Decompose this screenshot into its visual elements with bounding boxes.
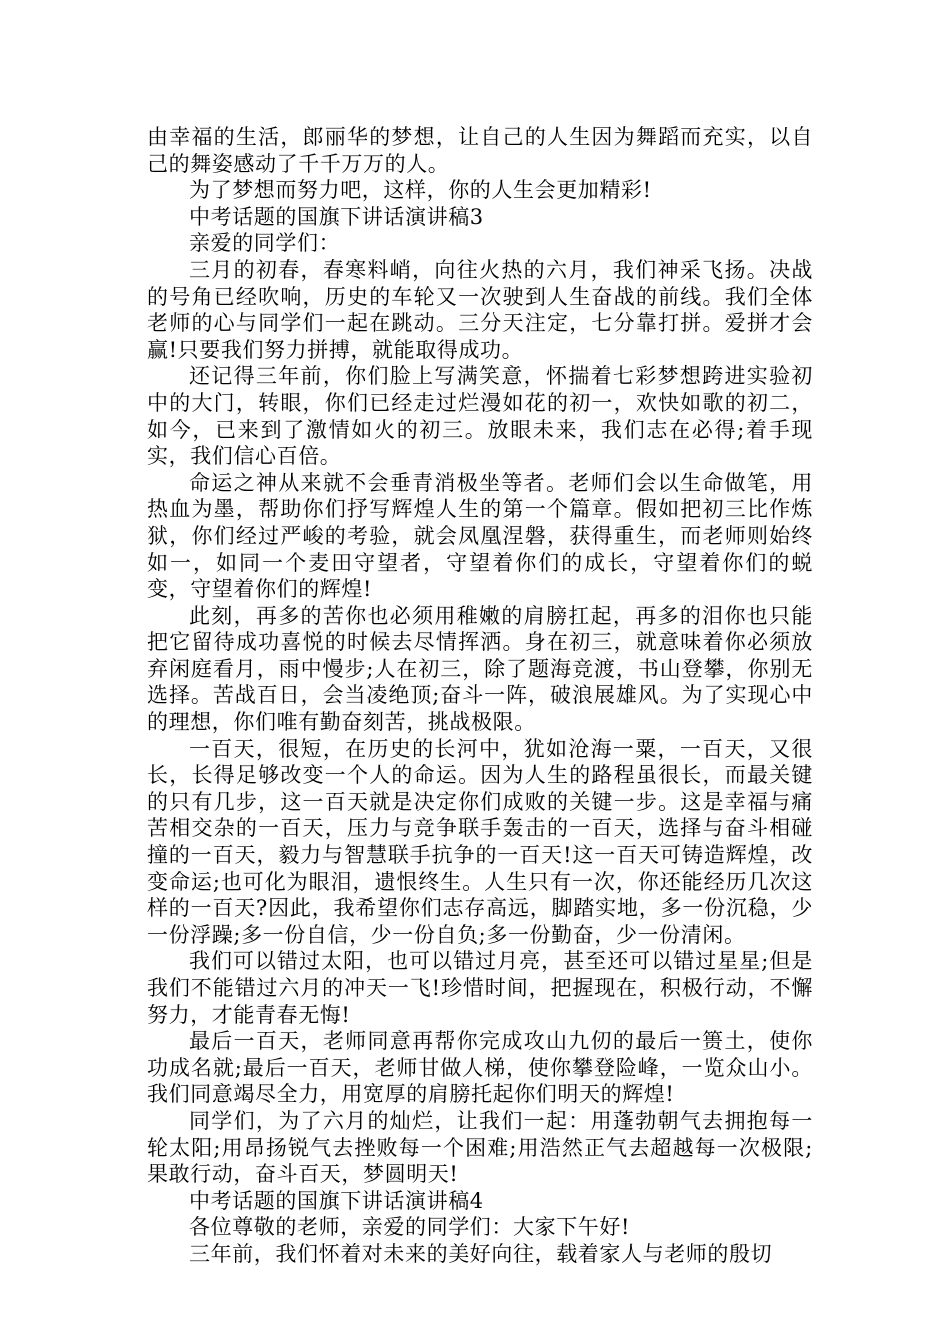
paragraph: 命运之神从来就不会垂青消极坐等者。老师们会以生命做笔，用热血为墨，帮助你们抒写辉煌人生的第一个篇章。假如把初三比作炼狱，你们经过严峻的考验，就会凤凰涅磐，获得重生，而老师则始终如一，如同一个麦田守望者，守望着你们的成长，守望着你们的蜕变，守望着你们的辉煌! — [147, 470, 813, 602]
section-heading: 中考话题的国旗下讲话演讲稿4 — [189, 1188, 484, 1213]
paragraph: 为了梦想而努力吧，这样，你的人生会更加精彩! — [189, 178, 652, 203]
paragraph: 最后一百天，老师同意再帮你完成攻山九仞的最后一篑土，使你功成名就;最后一百天，老师甘做人梯，使你攀登险峰，一览众山小。我们同意竭尽全力，用宽厚的肩膀托起你们明天的辉煌! — [147, 1029, 813, 1107]
paragraph: 此刻，再多的苦你也必须用稚嫩的肩膀扛起，再多的泪你也只能把它留待成功喜悦的时候去尽情挥洒。身在初三，就意味着你必须放弃闲庭看月，雨中慢步;人在初三，除了题海竞渡，书山登攀，你别无选择。苦战百日，会当凌绝顶;奋斗一阵，破浪展雄风。为了实现心中的理想，你们唯有勤奋刻苦，挑战极限。 — [147, 603, 813, 735]
paragraph: 三年前，我们怀着对未来的美好向往，载着家人与老师的殷切 — [189, 1241, 773, 1266]
paragraph: 同学们，为了六月的灿烂，让我们一起：用蓬勃朝气去拥抱每一轮太阳;用昂扬锐气去挫败每一个困难;用浩然正气去超越每一次极限;果敢行动，奋斗百天，梦圆明天! — [147, 1108, 813, 1187]
section-heading: 中考话题的国旗下讲话演讲稿3 — [189, 204, 484, 229]
paragraph: 还记得三年前，你们脸上写满笑意，怀揣着七彩梦想跨进实验初中的大门，转眼，你们已经走过烂漫如花的初一，欢快如歌的初二，如今，已来到了激情如火的初三。放眼未来，我们志在必得;着手现实，我们信心百倍。 — [147, 364, 813, 469]
salutation: 各位尊敬的老师，亲爱的同学们：大家下午好! — [189, 1215, 631, 1240]
paragraph-continuation: 由幸福的生活，郎丽华的梦想，让自己的人生因为舞蹈而充实，以自己的舞姿感动了千千万万的人。 — [147, 125, 813, 176]
paragraph: 我们可以错过太阳，也可以错过月亮，甚至还可以错过星星;但是我们不能错过六月的冲天一飞!珍惜时间，把握现在，积极行动，不懈努力，才能青春无悔! — [147, 949, 813, 1027]
paragraph: 一百天，很短，在历史的长河中，犹如沧海一粟，一百天，又很长，长得足够改变一个人的命运。因为人生的路程虽很长，而最关键的只有几步，这一百天就是决定你们成败的关键一步。这是幸福与痛苦相交杂的一百天，压力与竞争联手轰击的一百天，选择与奋斗相碰撞的一百天，毅力与智慧联手抗争的一百天!这一百天可铸造辉煌，改变命运;也可化为眼泪，遗恨终生。人生只有一次，你还能经历几次这样的一百天?因此，我希望你们志存高远，脚踏实地，多一份沉稳，少一份浮躁;多一份自信，少一份自负;多一份勤奋，少一份清闲。 — [147, 736, 813, 947]
paragraph: 三月的初春，春寒料峭，向往火热的六月，我们神采飞扬。决战的号角已经吹响，历史的车轮又一次驶到人生奋战的前线。我们全体老师的心与同学们一起在跳动。三分天注定，七分靠打拼。爱拼才会赢!只要我们努力拼搏，就能取得成功。 — [147, 257, 813, 362]
document-body — [147, 124, 813, 1268]
salutation: 亲爱的同学们： — [189, 231, 341, 256]
